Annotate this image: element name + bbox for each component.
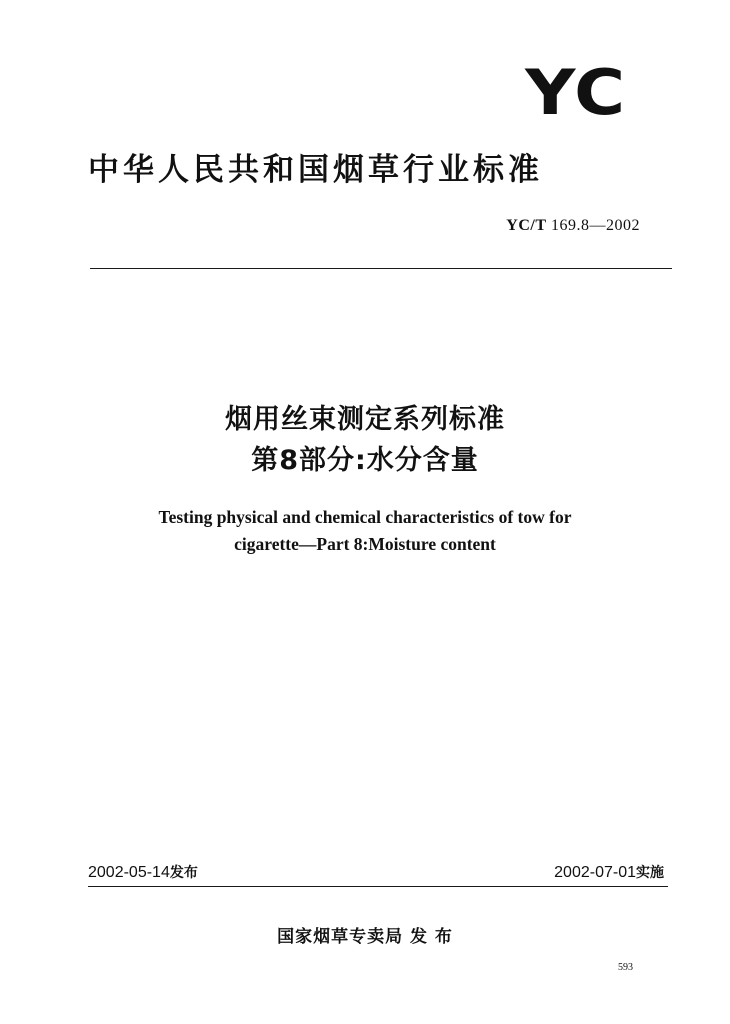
standard-number xyxy=(506,217,640,235)
english-title-line-1: Testing physical and chemical characteristics of tow for xyxy=(158,507,572,527)
issue-date-value: 2002-05-14 xyxy=(88,864,170,881)
issue-label: 发布 xyxy=(169,865,198,881)
implementation-date-value: 2002-07-01 xyxy=(554,864,636,881)
yc-logo: YC xyxy=(524,56,626,129)
page-number: 593 xyxy=(618,962,633,973)
bottom-divider xyxy=(88,886,668,887)
top-divider xyxy=(90,268,672,269)
org-title: 中华人民共和国烟草行业标准 xyxy=(88,152,543,188)
chinese-title-line-1: 烟用丝束测定系列标准 xyxy=(225,404,505,435)
publisher: 国家烟草专卖局 发 布 xyxy=(277,927,453,947)
chinese-title-line-2: 第8部分:水分含量 xyxy=(251,445,479,476)
standard-number-value: 169.8—2002 xyxy=(551,217,640,234)
english-title-line-2: cigarette—Part 8:Moisture content xyxy=(234,534,496,554)
implementation-date xyxy=(554,862,664,882)
issue-date xyxy=(88,862,198,882)
standard-code: YC/T xyxy=(506,217,547,234)
implementation-label: 实施 xyxy=(636,865,664,881)
